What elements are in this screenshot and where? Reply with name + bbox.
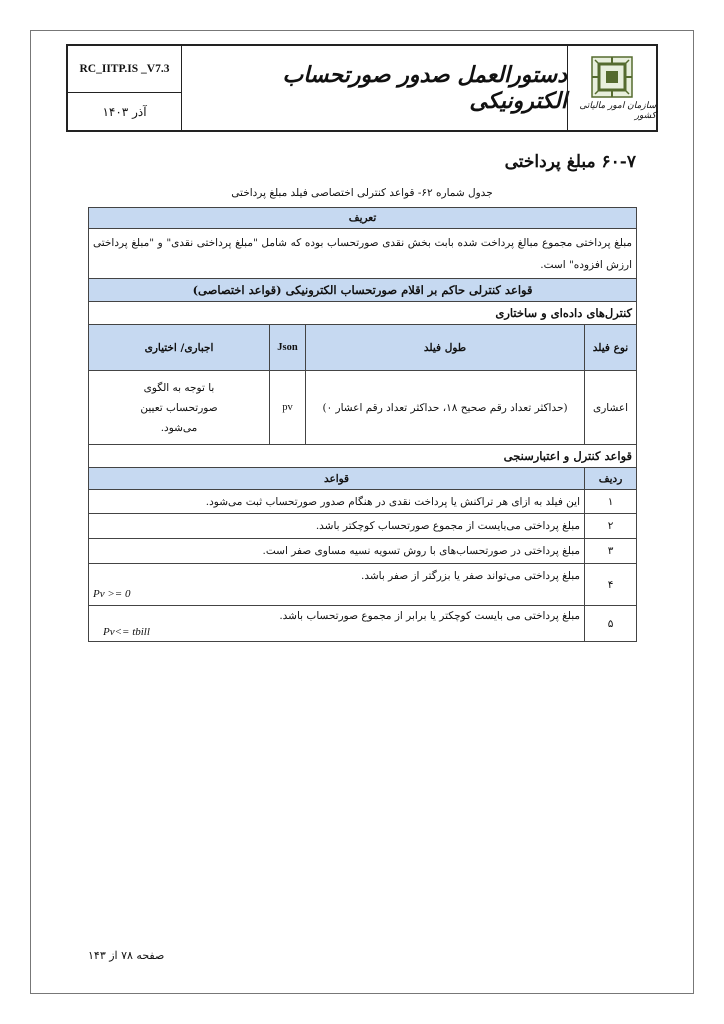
- row-index: ۳: [585, 539, 637, 564]
- col-index: ردیف: [585, 468, 637, 490]
- row-index: ۱: [585, 490, 637, 514]
- validation-heading: قواعد کنترل و اعتبارسنجی: [89, 445, 637, 468]
- row-rule: مبلغ پرداختی می بایست کوچکتر یا برابر از مجموع صورتحساب باشد.: [279, 609, 581, 622]
- row-index: ۲: [585, 514, 637, 539]
- required-value: با توجه به الگوی صورتحساب تعیین می‌شود.: [89, 371, 270, 445]
- document-header: [66, 44, 658, 132]
- row-rule: مبلغ پرداختی در صورتحساب‌های با روش تسویه نسیه مساوی صفر است.: [89, 539, 585, 564]
- table-row: [89, 514, 637, 539]
- doc-code: RC_IITP.IS _V7.3: [68, 46, 181, 93]
- table-row: [89, 539, 637, 564]
- definition-text: مبلغ پرداختی مجموع مبالغ پرداخت شده بابت بخش نقدی صورتحساب بوده که شامل "مبلغ پرداختی نقدی" و "مبلغ پرداختی ارزش افزوده" است.: [89, 229, 637, 279]
- section-title: ۶۰-۷ مبلغ پرداختی: [504, 152, 636, 172]
- rules-heading: قواعد کنترلی حاکم بر اقلام صورتحساب الکترونیکی (قواعد اختصاصی): [89, 279, 637, 302]
- doc-title: دستورالعمل صدور صورتحساب الکترونیکی: [282, 62, 567, 114]
- row-rule: مبلغ پرداختی می‌بایست از مجموع صورتحساب کوچکتر باشد.: [89, 514, 585, 539]
- json-key-value: pv: [270, 371, 306, 445]
- table-row: [89, 606, 637, 642]
- header-meta: [68, 46, 182, 130]
- rules-table: [88, 207, 637, 642]
- doc-date: آذر ۱۴۰۳: [102, 104, 147, 119]
- col-field-type: نوع فیلد: [585, 325, 637, 371]
- row-formula: Pv >= 0: [93, 587, 131, 600]
- field-type-value: اعشاری: [585, 371, 637, 445]
- definition-heading: تعریف: [89, 208, 637, 229]
- data-controls-heading: کنترل‌های داده‌ای و ساختاری: [89, 302, 637, 325]
- col-json: Json: [270, 325, 306, 371]
- row-rule: مبلغ پرداختی می‌تواند صفر یا بزرگتر از صفر باشد.: [360, 569, 581, 582]
- tax-organization-emblem-icon: [590, 55, 634, 99]
- logo-caption: سازمان امور مالیاتی کشور: [579, 101, 656, 121]
- row-formula: Pv<= tbill: [103, 625, 150, 638]
- field-length-value: (حداکثر تعداد رقم صحیح ۱۸، حداکثر تعداد رقم اعشار ۰): [306, 371, 585, 445]
- row-index: ۵: [585, 606, 637, 642]
- table-row: [89, 564, 637, 606]
- row-index: ۴: [585, 564, 637, 606]
- logo: [567, 46, 656, 130]
- col-rule: قواعد: [89, 468, 585, 490]
- table-row: [89, 490, 637, 514]
- col-required: اجباری/ اختیاری: [89, 325, 270, 371]
- table-caption: جدول شماره ۶۲- قواعد کنترلی اختصاصی فیلد مبلغ پرداختی: [231, 187, 493, 199]
- row-rule: این فیلد به ازای هر تراکنش یا پرداخت نقدی در هنگام صدور صورتحساب ثبت می‌شود.: [89, 490, 585, 514]
- col-field-length: طول فیلد: [306, 325, 585, 371]
- page-number: صفحه ۷۸ از ۱۴۳: [88, 949, 165, 962]
